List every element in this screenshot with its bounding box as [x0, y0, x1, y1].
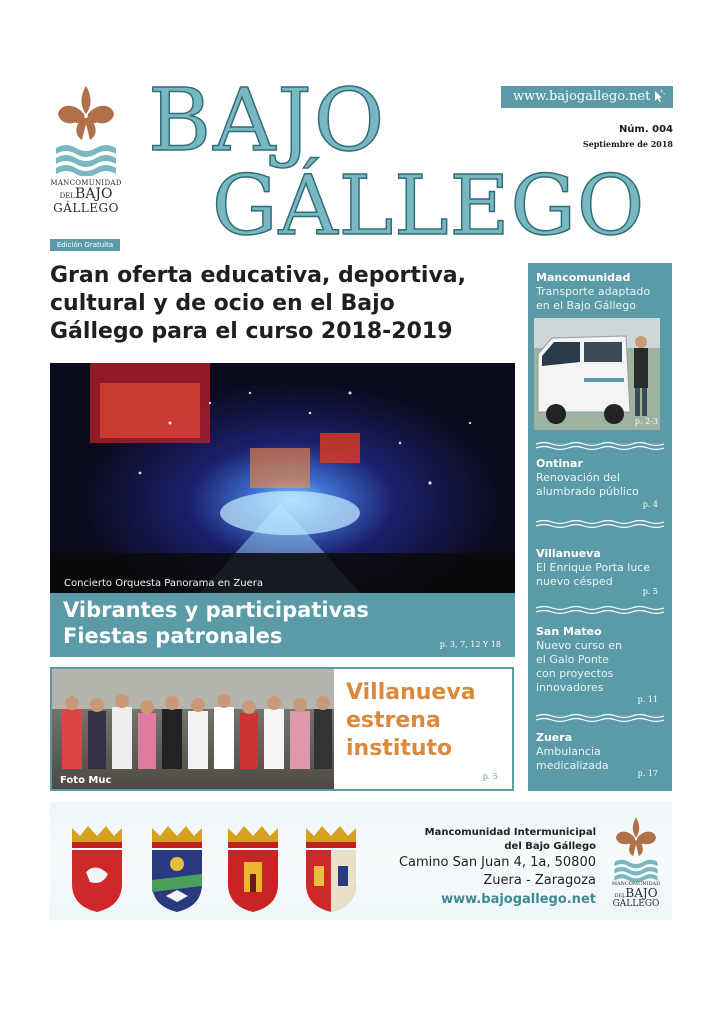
footer-mancomunidad-logo	[606, 816, 666, 920]
logo-text	[50, 180, 122, 215]
masthead-title-line1: BAJO	[148, 71, 387, 171]
pointer-cursor-icon	[651, 89, 665, 103]
van-illustration	[534, 318, 660, 430]
concert-photo	[50, 363, 515, 593]
sidebar-page-villanueva: p. 5	[642, 587, 658, 596]
sidebar-item-zuera[interactable]: Zuera Ambulancia medicalizada	[536, 731, 609, 772]
issue-date: Septiembre de 2018	[582, 139, 673, 149]
sidebar-page-ontinar: p. 4	[642, 500, 658, 509]
footer-logo-text: MANCOMUNIDAD DELBAJO GÁLLEGO	[611, 881, 661, 909]
mancomunidad-logo	[50, 84, 122, 254]
wave-divider-icon	[536, 605, 664, 615]
masthead-title-line2: GÁLLEGO	[212, 159, 646, 254]
sidebar-item-villanueva[interactable]: Villanueva El Enrique Porta luce nuevo césped	[536, 547, 651, 588]
logo-line2: DELBAJO	[59, 186, 113, 203]
sidebar-page-zuera: p. 17	[637, 769, 658, 778]
main-story-title: Vibrantes y participativas Fiestas patronales	[63, 598, 369, 648]
photo-credit: Foto Muc	[60, 775, 112, 786]
logo-line3: GÁLLEGO	[53, 201, 119, 216]
logo-line1: MANCOMUNIDAD	[50, 179, 122, 187]
wave-divider-icon	[536, 519, 664, 529]
secondary-story	[50, 667, 514, 791]
wave-divider-icon	[536, 713, 664, 723]
fleur-de-lis-waves-icon	[606, 816, 666, 882]
secondary-story-title: Villanueva estrena instituto	[346, 680, 476, 761]
edition-badge: Edición Gratuita	[50, 239, 120, 251]
main-story-pages: p. 3, 7, 12 Y 18	[439, 640, 501, 649]
coat-of-arms-icon	[66, 822, 128, 914]
footer-organization: Mancomunidad Intermunicipal del Bajo Gállego	[424, 827, 596, 852]
headline-line2: cultural y de ocio en el Bajo	[50, 291, 395, 316]
sidebar-page-mancomunidad: p. 2-3	[634, 417, 658, 426]
news-sidebar	[528, 263, 672, 791]
secondary-story-pages: p. 5	[482, 772, 498, 781]
headline-line1: Gran oferta educativa, deportiva,	[50, 263, 467, 288]
photo-caption: Concierto Orquesta Panorama en Zuera	[64, 578, 263, 589]
sidebar-item-san-mateo[interactable]: San Mateo Nuevo curso en el Galo Ponte con proyectos innovadores	[536, 625, 622, 694]
students-photo	[52, 669, 334, 789]
footer	[50, 802, 672, 920]
van-photo	[534, 318, 660, 430]
wave-divider-icon	[536, 441, 664, 451]
students-crowd-illustration	[52, 669, 334, 789]
concert-stage-illustration	[50, 363, 515, 593]
main-headline	[50, 262, 520, 346]
coat-of-arms-icon	[300, 822, 362, 914]
footer-website-link[interactable]: www.bajogallego.net	[441, 892, 596, 907]
coat-of-arms-icon	[222, 822, 284, 914]
sidebar-page-san-mateo: p. 11	[637, 695, 658, 704]
main-story-banner	[50, 593, 515, 657]
coat-of-arms-icon	[146, 822, 208, 914]
website-link[interactable]: www.bajogallego.net	[501, 86, 673, 108]
fleur-de-lis-waves-icon	[54, 84, 118, 176]
issue-number: Núm. 004	[618, 124, 673, 135]
sidebar-item-mancomunidad[interactable]: Mancomunidad Transporte adaptado en el Bajo Gállego	[536, 271, 651, 312]
footer-address: Camino San Juan 4, 1a, 50800 Zuera - Zaragoza	[398, 855, 596, 888]
sidebar-item-ontinar[interactable]: Ontinar Renovación del alumbrado público	[536, 457, 639, 498]
headline-line3: Gállego para el curso 2018-2019	[50, 319, 453, 344]
